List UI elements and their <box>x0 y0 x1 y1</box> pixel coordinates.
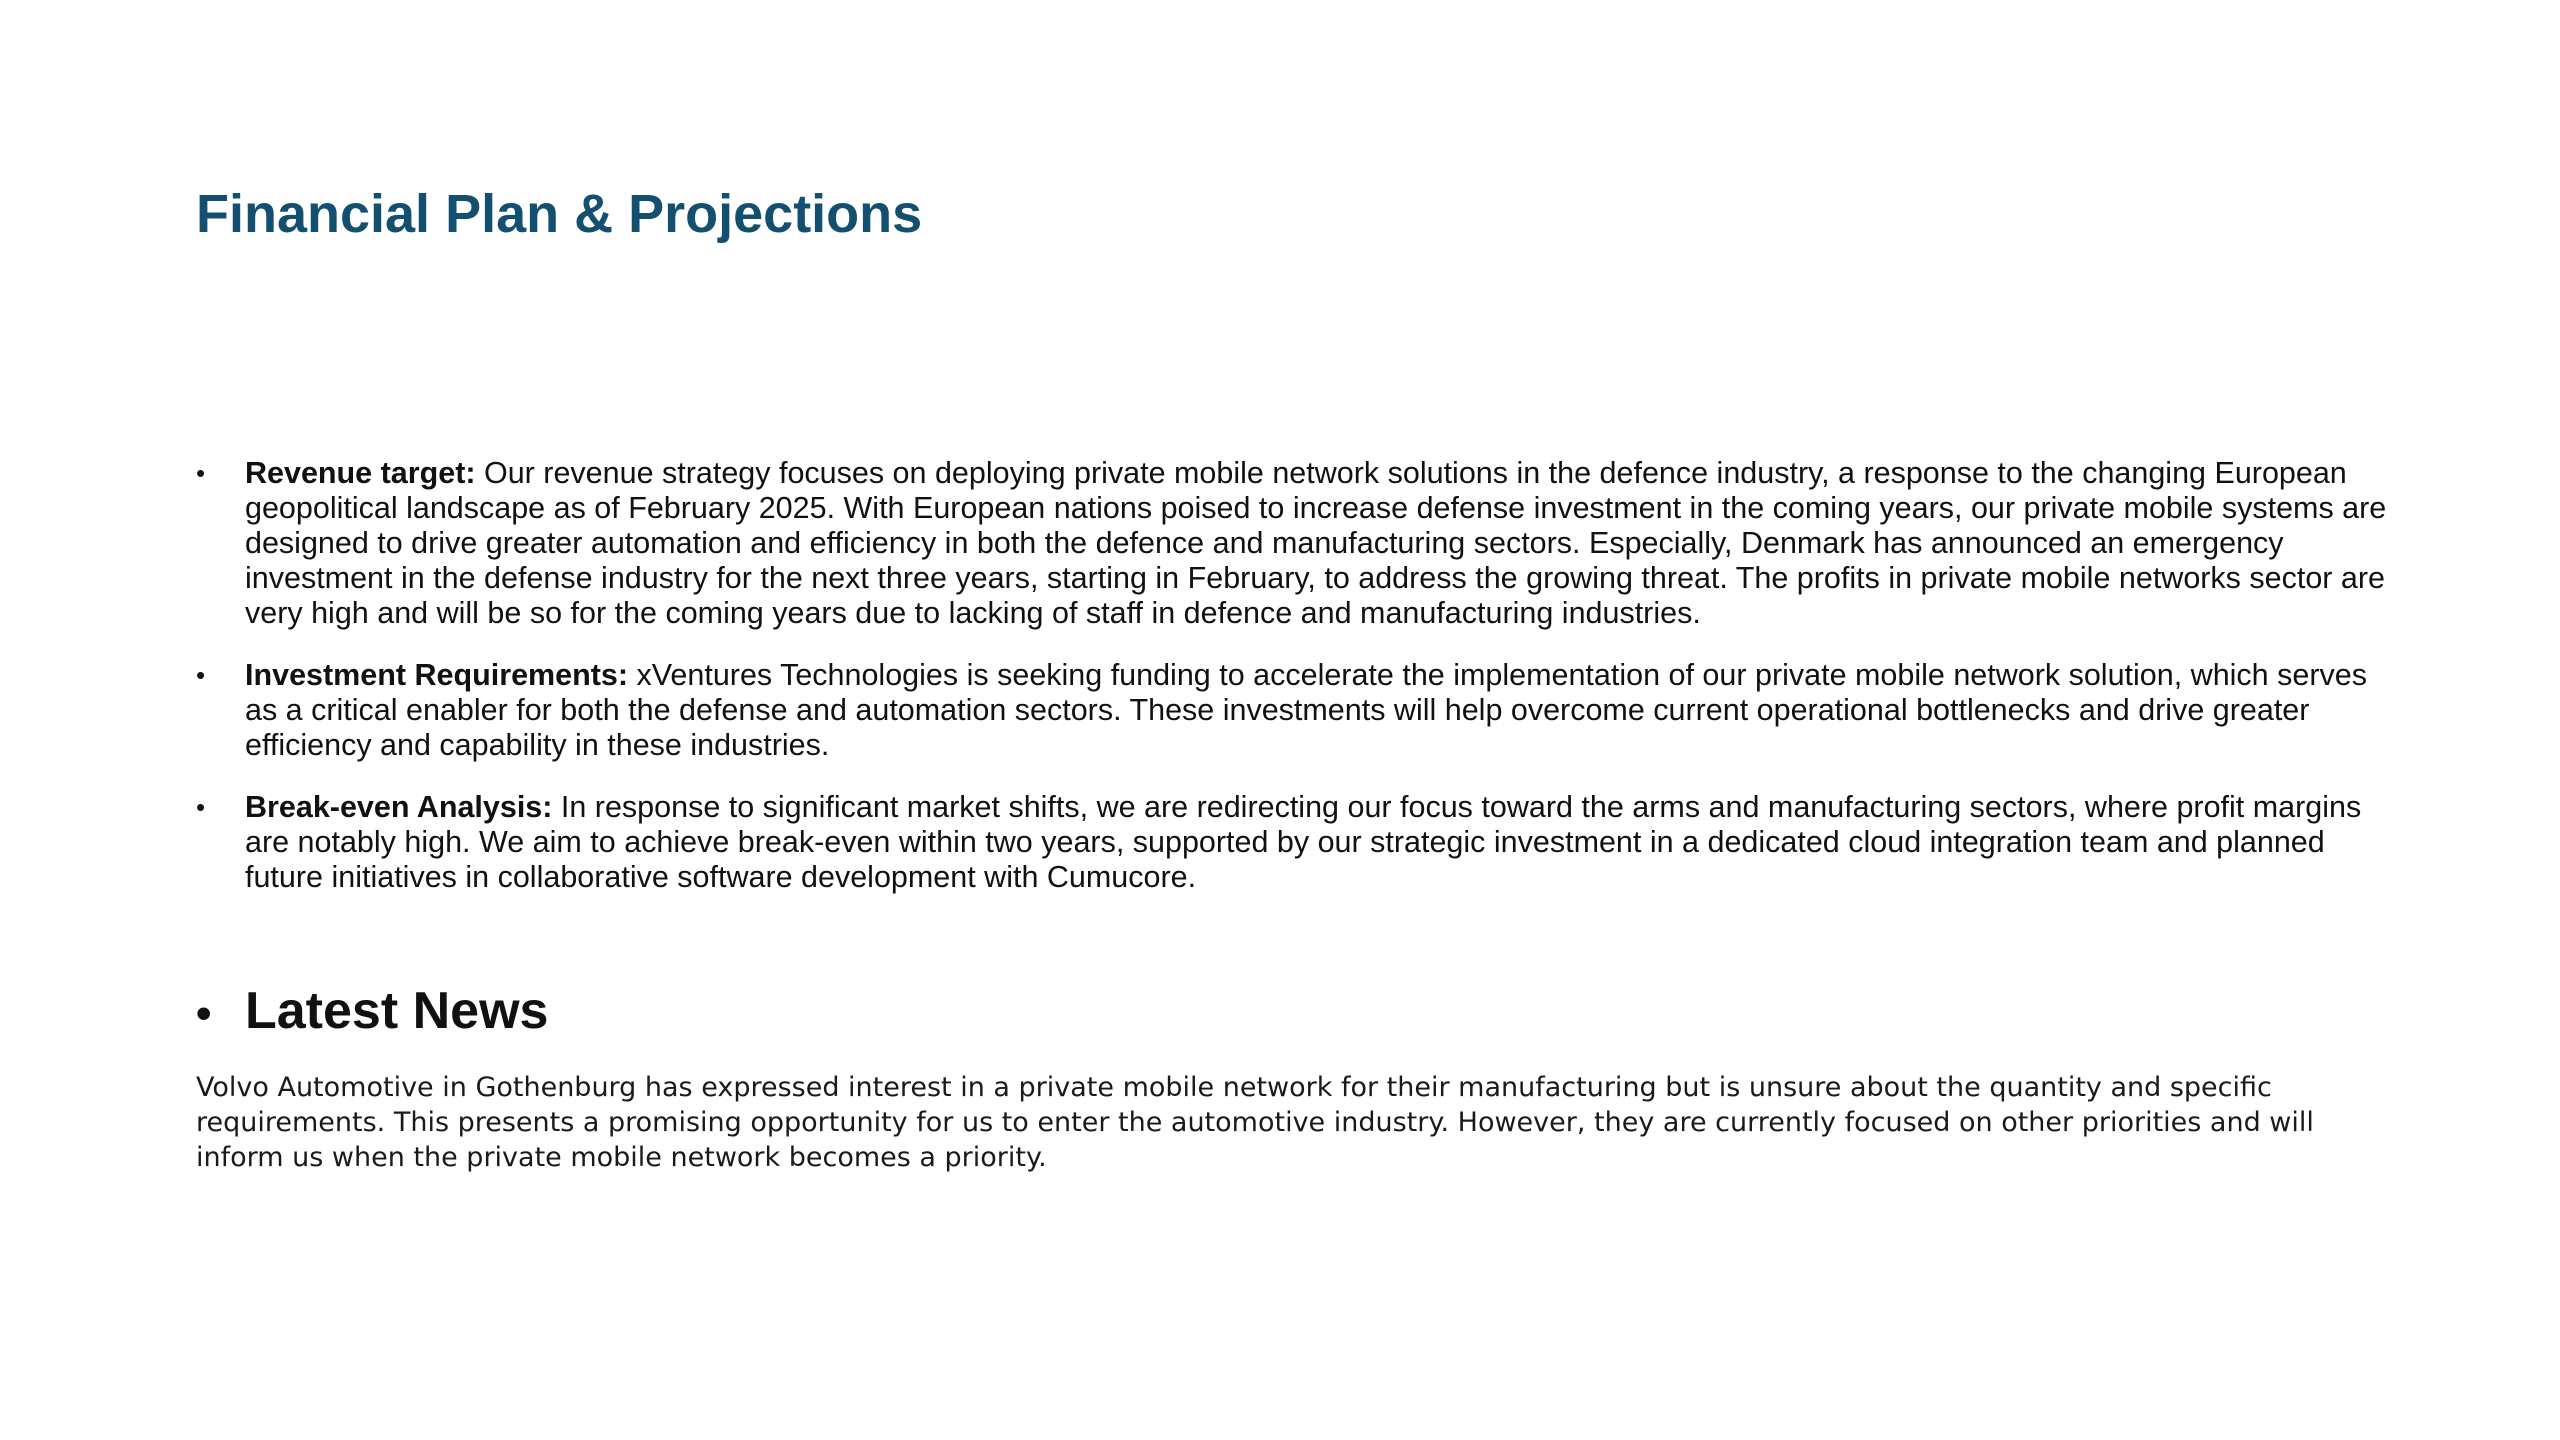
bullet-label: Revenue target: <box>245 456 476 490</box>
bullet-text: xVentures Technologies is seeking funding to accelerate the implementation of our private mobile network solution, which serves as a critical enabler for both the defense and automation sectors. These investments will help overcome current operational bottlenecks and drive greater efficiency and capability in these industries. <box>245 658 2367 762</box>
bullet-label: Investment Requirements: <box>245 658 629 692</box>
news-body: Volvo Automotive in Gothenburg has expressed interest in a private mobile network for their manufacturing but is unsure about the quantity and specific requirements. This presents a promising opportunity for us to enter the automotive industry. However, they are currently focused on other priorities and will inform us when the private mobile network becomes a priority. <box>196 1072 2314 1173</box>
bullet-dot-icon: • <box>196 792 206 822</box>
news-bullet-dot-icon: • <box>196 989 212 1038</box>
bullet-list <box>196 456 2396 922</box>
bullet-revenue-target <box>196 456 2396 631</box>
bullet-dot-icon: • <box>196 458 206 488</box>
bullet-text: Our revenue strategy focuses on deploying private mobile network solutions in the defence industry, a response to the changing European geopolitical landscape as of February 2025. With European nations poised to increase defense investment in the coming years, our private mobile systems are designed to drive greater automation and efficiency in both the defence and manufacturing sectors. Especially, Denmark has announced an emergency investment in the defense industry for the next three years, starting in February, to address the growing threat. The profits in private mobile networks sector are very high and will be so for the coming years due to lacking of staff in defence and manufacturing industries. <box>245 456 2387 630</box>
bullet-label: Break-even Analysis: <box>245 790 553 824</box>
news-heading <box>196 980 548 1045</box>
bullet-text: In response to significant market shifts, we are redirecting our focus toward the arms and manufacturing sectors, where profit margins are notably high. We aim to achieve break-even within two years, supported by our strategic investment in a dedicated cloud integration team and planned future initiatives in collaborative software development with Cumucore. <box>245 790 2362 894</box>
news-heading-text: Latest News <box>245 982 549 1040</box>
bullet-break-even-analysis <box>196 790 2396 895</box>
bullet-dot-icon: • <box>196 660 206 690</box>
bullet-investment-requirements <box>196 658 2396 763</box>
slide-title: Financial Plan & Projections <box>196 184 923 244</box>
